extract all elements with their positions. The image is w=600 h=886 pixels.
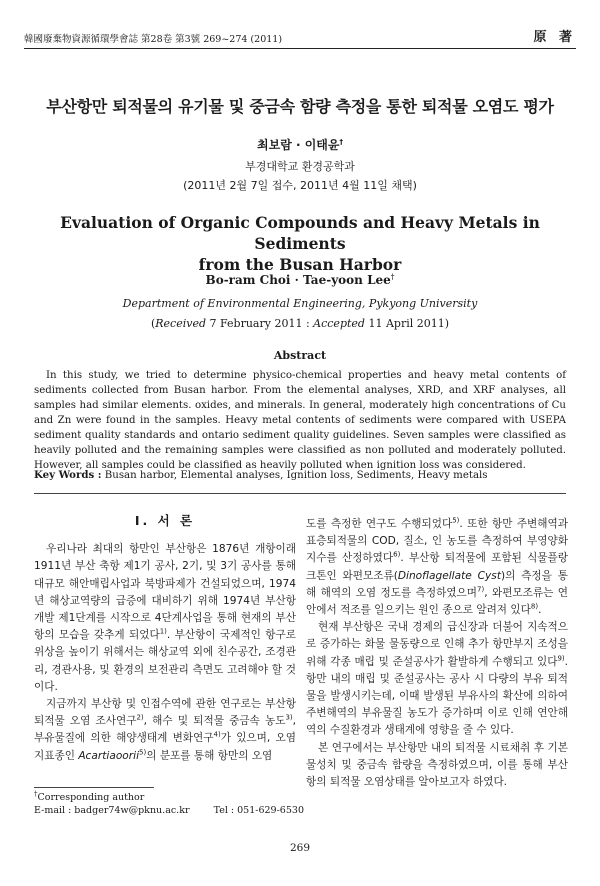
paragraph: 도를 측정한 연구도 수행되었다$^{5)}$. 또한 항만 주변해역과 표층퇴적물의 COD, 질소, 인 농도를 측정하여 부영양화 지수를 산정하였다$^{6)}$. 부산항 퇴적물에 포함된 식물플랑크톤인 와편모조류(Dinoflagellate Cyst)의 측정을 통해 해역의 오염 정도를 측정하였으며$^{7)}$, 와편모조류는 연안에서 적조를 일으키는 원인 종으로 알려져 있다$^{8)}$.: [306, 516, 568, 617]
paragraph: 현재 부산항은 국내 경제의 급신장과 더불어 지속적으로 증가하는 화물 물동량으로 인해 추가 항만부지 조성을 위해 각종 매립 및 준설공사가 활발하게 수행되고 있다$^{9)}$. 항만 내의 매립 및 준설공사는 공사 시 다량의 부유 퇴적물을 발생시키는데, 이때 발생된 부유사의 확산에 의하여 주변해역의 부유물질 농도가 증가하며 이로 인해 연안해역의 수질환경과 생태계에 영향을 줄 수 있다.: [306, 621, 568, 737]
journal-citation: 韓國廢棄物資源循環學會誌 第28卷 第3號 269~274 (2011): [24, 34, 283, 45]
abstract-heading: Abstract: [273, 349, 327, 362]
running-header: [24, 26, 576, 49]
footnote-divider: [34, 787, 154, 788]
korean-title: 부산항만 퇴적물의 유기물 및 중금속 함량 측정을 통한 퇴적물 오염도 평가: [46, 97, 554, 116]
paragraph: 본 연구에서는 부산항만 내의 퇴적물 시료채취 후 기본 물성치 및 중금속 함량을 측정하였으며, 이를 통해 부산항의 퇴적물 오염상태를 알아보고자 하였다.: [306, 741, 568, 789]
footnote: †Corresponding author E-mail : badger74w@pknu.ac.kr Tel : 051-629-6530: [34, 789, 304, 816]
korean-dates: (2011년 2월 7일 접수, 2011년 4월 11일 채택): [183, 179, 417, 192]
paragraph: 우리나라 최대의 항만인 부산항은 1876년 개항이래 1911년 부산 축항 제1기 공사, 2기, 및 3기 공사를 통해 대규모 해안매립사업과 북방파제가 건설되었으며, 1974년 해상교역량의 급증에 대비하기 위해 1974년 부산항 개발 제1단계를 시작으로 4단계사업을 통해 현재의 부산항의 모습을 갖추게 되었다$^{1)}$. 부산항이 국제적인 항구로 위상을 높이기 위해서는 해상교역 외에 친수공간, 조경관리, 경관사용, 및 환경의 보전관리 측면도 고려해야 할 것이다.: [34, 543, 296, 693]
english-affiliation: Department of Environmental Engineering, Pykyong University: [122, 297, 478, 310]
english-dates: (Received 7 February 2011 : Accepted 11 April 2011): [150, 317, 450, 330]
abstract-divider: [34, 493, 566, 494]
footnote-email: E-mail : badger74w@pknu.ac.kr: [34, 805, 190, 816]
abstract-body: In this study, we tried to determine physico-chemical properties and heavy metal contents of sediments collected from Busan harbor. From the elemental analyses, XRD, and XRF analyses, all samples had similar elements. oxides, and minerals. In general, moderately high concentrations of Cu and Zn were found in the samples. Heavy metal contents of sediments were compared with USEPA sediment quality standards and ontario sediment quality guidelines. Seven samples were classified as heavily polluted and the remaining samples were classified as non polluted and moderately polluted. However, all samples could be classified as heavily polluted when ignition loss was considered.: [34, 370, 566, 471]
english-title: Evaluation of Organic Compounds and Heavy Metals in Sediments from the Busan Harbor: [60, 213, 540, 274]
body-column-left: [34, 512, 296, 765]
paragraph: 지금까지 부산항 및 인접수역에 관한 연구로는 부산항 퇴적물 오염 조사연구$^{2)}$, 해수 및 퇴적물 중금속 농도$^{3)}$, 부유물질에 의한 해양생태계 변화연구$^{4)}$가 있으며, 오염지표종인 Acartiaoorii$^{5)}$의 분포를 통해 항만의 오염: [34, 698, 296, 762]
article-type-badge: 原 著: [533, 30, 576, 45]
footnote-tel: Tel : 051-629-6530: [213, 805, 304, 816]
korean-authors: 최보람 · 이태윤†: [257, 138, 343, 152]
keywords: Key Words : Busan harbor, Elemental analyses, Ignition loss, Sediments, Heavy metals: [34, 469, 488, 481]
page-number: 269: [289, 842, 311, 854]
english-authors: Bo-ram Choi · Tae-yoon Lee†: [205, 272, 395, 287]
body-column-right: [306, 516, 568, 791]
section-title-introduction: I. 서 론: [134, 513, 196, 528]
korean-affiliation: 부경대학교 환경공학과: [245, 160, 355, 173]
